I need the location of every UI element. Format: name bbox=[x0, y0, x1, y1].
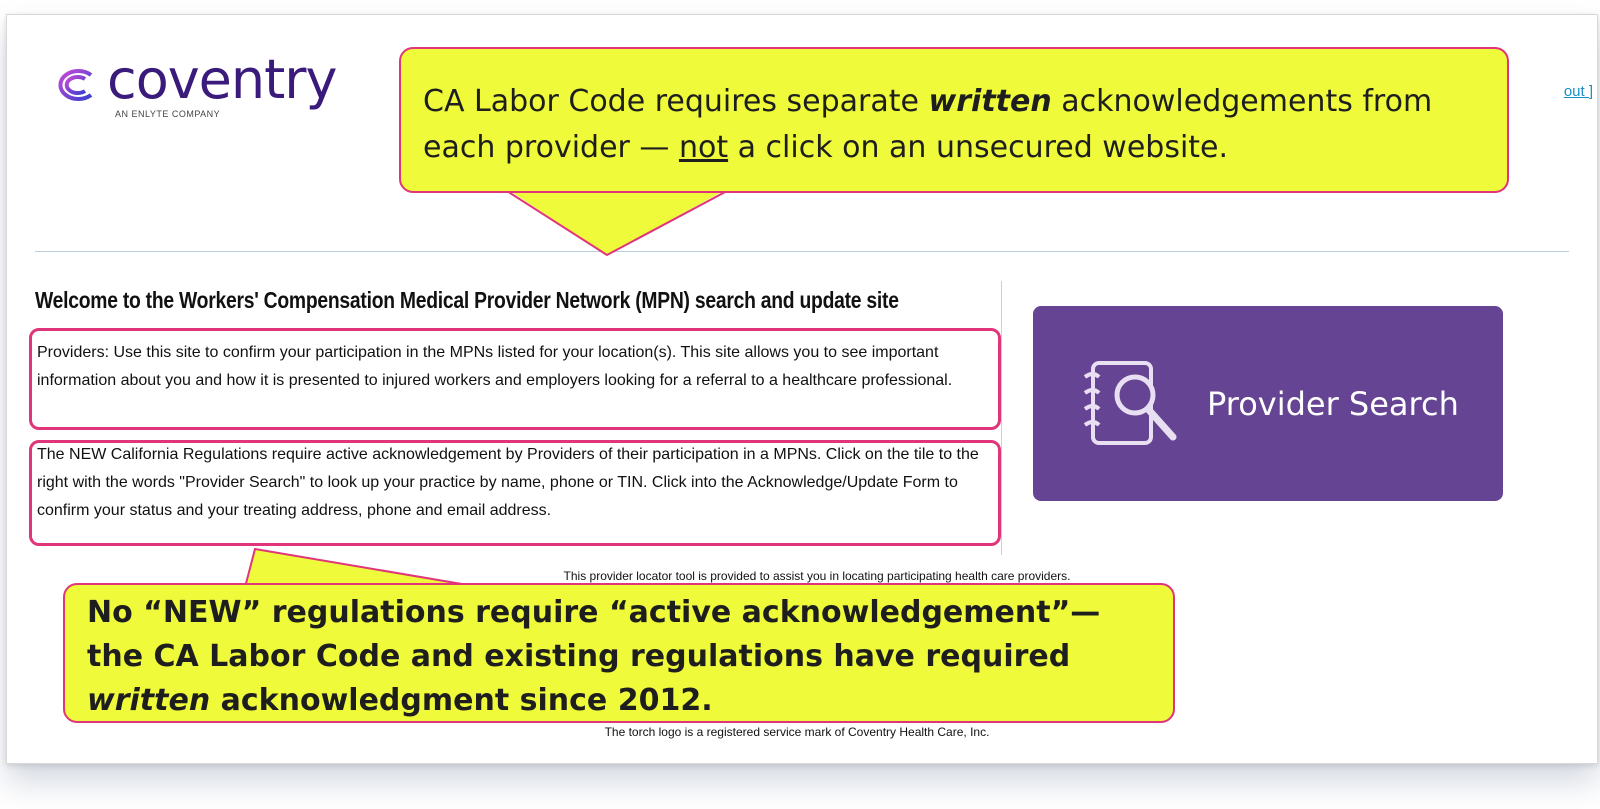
callout-bottom-emphasis: written bbox=[87, 683, 211, 718]
callout-top bbox=[399, 47, 1509, 193]
callout-top-underline: not bbox=[678, 130, 729, 165]
callout-bottom-part2: acknowledgment since 2012. bbox=[210, 683, 713, 718]
regulations-paragraph: The NEW California Regulations require active acknowledgement by Providers of their participation in a MPNs. Click on the tile to the right with the words "Provider Search" to look up your practice by name, phone or TIN. Click into the Acknowledge/Update Form to confirm your status and your treating address, phone and email address. bbox=[37, 446, 979, 519]
callout-bottom-text bbox=[87, 591, 1153, 723]
provider-search-tile[interactable] bbox=[1033, 306, 1503, 501]
callout-top-part3: a click on an unsecured website. bbox=[728, 130, 1229, 165]
logo-subtitle: AN ENLYTE COMPANY bbox=[115, 109, 221, 119]
callout-bottom-part1: No “NEW” regulations require “active acknowledgement”—the CA Labor Code and existing regulations have required bbox=[87, 595, 1101, 674]
coventry-logo-mark-icon bbox=[49, 65, 99, 105]
browser-page bbox=[6, 14, 1598, 764]
logo-wordmark: coventry bbox=[107, 48, 337, 111]
callout-top-emphasis: written bbox=[928, 84, 1052, 119]
callout-top-tail bbox=[507, 185, 747, 265]
trademark-text: The torch logo is a registered service mark of Coventry Health Care, Inc. bbox=[604, 725, 990, 739]
logout-link[interactable]: out ] bbox=[1563, 83, 1593, 100]
header-divider bbox=[35, 251, 1569, 252]
callout-bottom bbox=[63, 583, 1175, 723]
page-title: Welcome to the Workers' Compensation Medical Provider Network (MPN) search and update site bbox=[35, 287, 899, 313]
callout-top-text bbox=[423, 79, 1487, 171]
disclaimer-text: This provider locator tool is provided to assist you in locating participating health care providers. bbox=[563, 569, 1071, 583]
highlight-box-regulations bbox=[29, 440, 1001, 546]
column-divider bbox=[1001, 281, 1002, 555]
provider-search-label: Provider Search bbox=[1207, 385, 1459, 423]
notebook-magnifier-icon bbox=[1075, 355, 1185, 451]
callout-top-part1: CA Labor Code requires separate bbox=[423, 84, 929, 119]
highlight-box-intro bbox=[29, 328, 1001, 430]
coventry-logo[interactable] bbox=[49, 48, 349, 123]
intro-paragraph: Providers: Use this site to confirm your participation in the MPNs listed for your location(s). This site allows you to see important information about you and how it is presented to injured workers and employers looking for a referral to a healthcare professional. bbox=[37, 344, 953, 389]
callout-top-part2: acknowledgements from each provider — bbox=[423, 84, 1433, 165]
